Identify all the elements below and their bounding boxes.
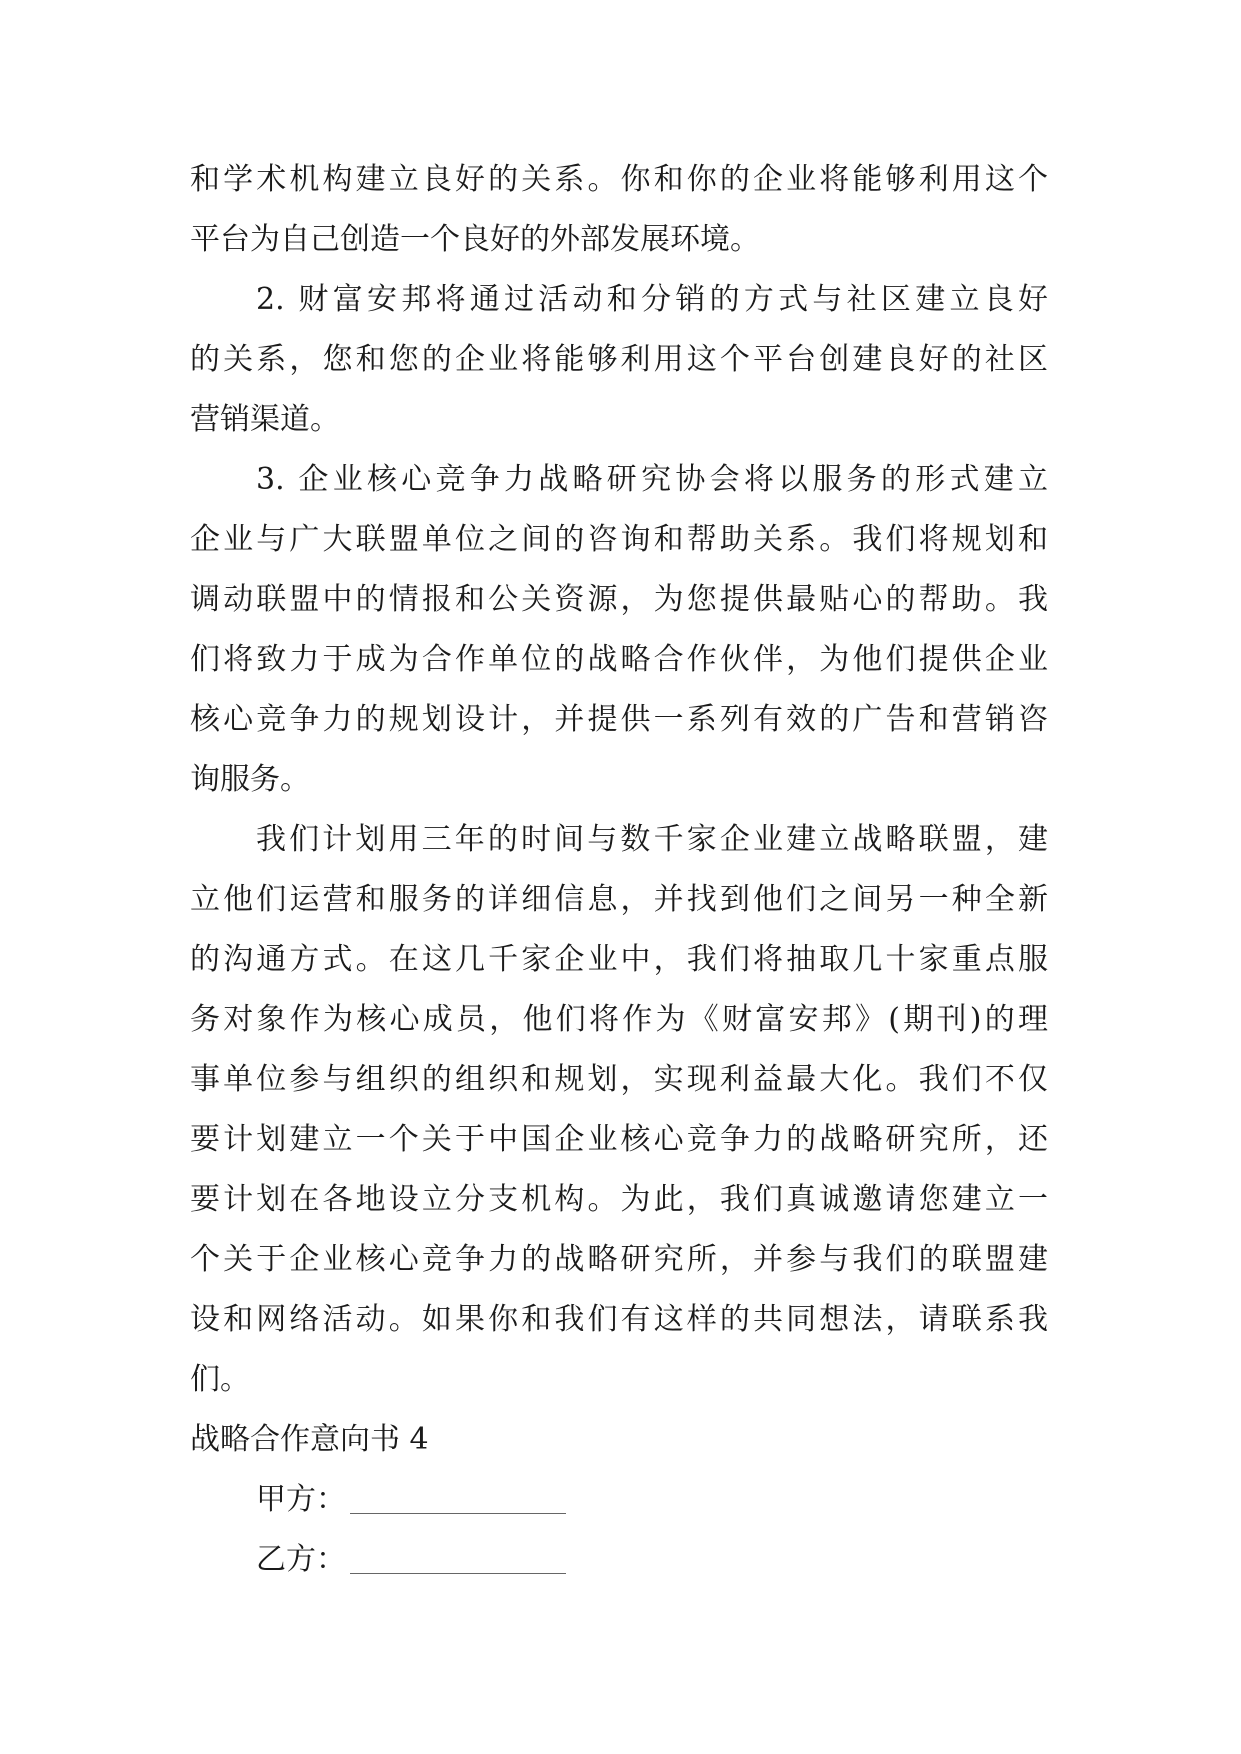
- body-text-line: 3. 企业核心竞争力战略研究协会将以服务的形式建立: [256, 462, 1048, 497]
- body-text-line: 设和网络活动。如果你和我们有这样的共同想法，请联系我: [190, 1302, 1048, 1337]
- party-a-row: [256, 1470, 566, 1530]
- body-text-line: 要计划在各地设立分支机构。为此，我们真诚邀请您建立一: [190, 1182, 1048, 1217]
- body-text-line: 的沟通方式。在这几千家企业中，我们将抽取几十家重点服: [190, 942, 1048, 977]
- body-text-line: 事单位参与组织的组织和规划，实现利益最大化。我们不仅: [190, 1062, 1048, 1097]
- body-text-line: 和学术机构建立良好的关系。你和你的企业将能够利用这个: [190, 162, 1048, 197]
- body-text-line: 营销渠道。: [190, 402, 340, 437]
- body-text-line: 调动联盟中的情报和公关资源，为您提供最贴心的帮助。我: [190, 582, 1048, 617]
- party-a-label: 甲方：: [256, 1482, 346, 1517]
- body-text-line: 立他们运营和服务的详细信息，并找到他们之间另一种全新: [190, 882, 1048, 917]
- body-text-line: 2. 财富安邦将通过活动和分销的方式与社区建立良好: [256, 282, 1048, 317]
- body-text-line: 我们计划用三年的时间与数千家企业建立战略联盟，建: [256, 822, 1048, 857]
- party-a-blank: [350, 1513, 566, 1514]
- body-text-line: 核心竞争力的规划设计，并提供一系列有效的广告和营销咨: [190, 702, 1048, 737]
- body-text-line: 们将致力于成为合作单位的战略合作伙伴，为他们提供企业: [190, 642, 1048, 677]
- body-text-line: 务对象作为核心成员，他们将作为《财富安邦》(期刊)的理: [190, 1002, 1048, 1037]
- section-heading: 战略合作意向书 4: [190, 1422, 429, 1457]
- party-b-label: 乙方：: [256, 1542, 346, 1577]
- body-text-line: 要计划建立一个关于中国企业核心竞争力的战略研究所，还: [190, 1122, 1048, 1157]
- party-b-row: [256, 1530, 566, 1590]
- body-text-line: 个关于企业核心竞争力的战略研究所，并参与我们的联盟建: [190, 1242, 1048, 1277]
- party-b-blank: [350, 1573, 566, 1574]
- body-text-line: 的关系，您和您的企业将能够利用这个平台创建良好的社区: [190, 342, 1048, 377]
- body-text-line: 平台为自己创造一个良好的外部发展环境。: [190, 222, 760, 257]
- body-text-line: 们。: [190, 1362, 250, 1397]
- body-text-line: 询服务。: [190, 762, 310, 797]
- body-text-line: 企业与广大联盟单位之间的咨询和帮助关系。我们将规划和: [190, 522, 1048, 557]
